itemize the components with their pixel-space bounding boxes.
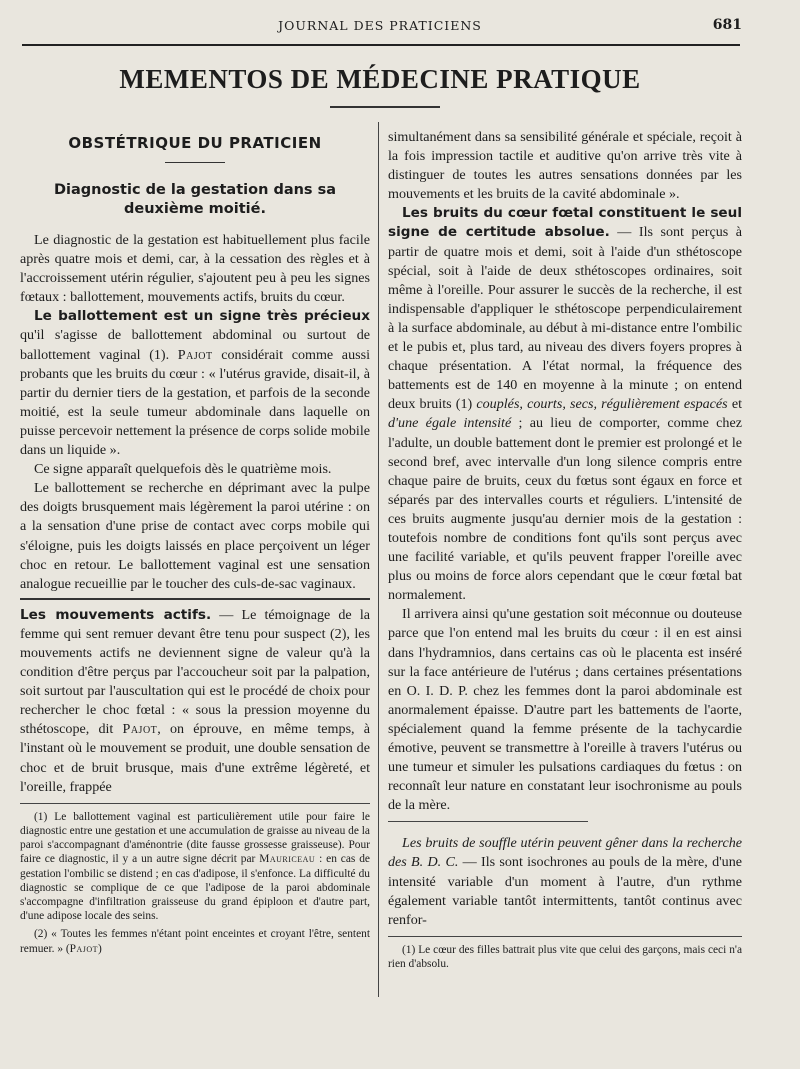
- page-title: MEMENTOS DE MÉDECINE PRATIQUE: [119, 64, 641, 94]
- text-part: qu'il s'agisse de ballottement abdominal ou surtout de ballottement vaginal (1).: [20, 327, 370, 363]
- section-rule: [165, 162, 225, 163]
- section-title: OBSTÉTRIQUE DU PRATICIEN: [68, 134, 322, 152]
- author-name: Pajot: [122, 721, 158, 738]
- text-part: : en cas de gestation l'ombilic se distend ; en cas d'adipose, il s'enfonce. La difficulté du diagnostic se complique de ce que l'adipose de la paroi abdominale s'accompagne d'infiltration graisseuse du grand épiploon et d'autre part, d'une adipose locale des seins.: [20, 853, 370, 923]
- paragraph-souffle-uterin: [388, 834, 742, 929]
- article-subtitle: Diagnostic de la gestation dans sa deuxième moitié.: [53, 182, 337, 217]
- text-part: (1) Le ballottement vaginal est particulièrement utile pour faire le diagnostic entre une gestation et une accumulation de graisse au niveau de la paroi s'accompagnant d'aménontrie (dite fausse grossesse graisseuse). Pour faire ce diagnostic, il y a un autre signe décrit par: [20, 810, 370, 866]
- footnote-right: (1) Le cœur des filles battrait plus vite que celui des garçons, mais ceci n'a rien d'absolu.: [388, 943, 742, 971]
- footnote-rule: [20, 803, 370, 804]
- text-part: — Le témoignage de la femme qui sent remuer devant être tenu pour suspect (2), les mouvements actifs ne deviennent signe de valeur qu'à la condition d'être perçus par l'accoucheur soit par la palpation, soit surtout par l'auscultation qui est le procédé de choix pour rechercher le choc fœtal : « sous la pression moyenne du sthétoscope, dit: [20, 606, 370, 738]
- paragraph-mouvements: [20, 606, 370, 797]
- header-rule: [22, 44, 740, 46]
- text-part: (2) « Toutes les femmes n'étant point enceintes et croyant l'être, sentent remuer. » (: [20, 928, 370, 955]
- left-column: [20, 128, 370, 956]
- paragraph-rule: [388, 821, 588, 822]
- title-rule: [330, 106, 440, 108]
- paragraph-intro: Le diagnostic de la gestation est habituellement plus facile après quatre mois et demi, car, à la cessation des règles et à l'accroissement utérin régulier, s'ajoutent peu à peu les signes fœtaux : ballottement, mouvements actifs, bruits du cœur.: [20, 232, 370, 306]
- text-part: et: [727, 396, 742, 413]
- footnote-rule: [388, 936, 742, 937]
- paragraph-continuation: simultanément dans sa sensibilité générale et spéciale, reçoit à la fois impression tactile et auditive qu'on arrive très vite à distinguer de toutes les autres sensations données par les mouvements et les bruits de la cavité abdominale ».: [388, 129, 742, 203]
- lead-bruits-coeur: Les bruits du cœur fœtal constituent le seul signe de certitude absolue.: [388, 205, 742, 241]
- running-head: JOURNAL DES PRATICIENS: [278, 18, 482, 33]
- paragraph-quatrieme-mois: Ce signe apparaît quelquefois dès le quatrième mois.: [34, 461, 332, 478]
- footnote-2: [20, 927, 370, 955]
- text-part: ; au lieu de comporter, comme chez l'adulte, un double battement dont le premier est prolongé et le second bref, avec intervalle d'un long silence compris entre chaque paire de bruits, ceux du fœtus sont égaux en force et séparés par des intervalles courts et réguliers. L'intensité de ces bruits augmente jusqu'au dernier mois de la gestation : toutefois nombre de conditions font qu'ils sont perçus avec une facilité variable, et qu'ils peuvent frapper l'oreille avec plus ou moins de force alors cependant que le cœur fœtal bat normalement.: [388, 415, 742, 604]
- paragraph-gestation-meconnue: Il arrivera ainsi qu'une gestation soit méconnue ou douteuse parce que l'on entend mal les bruits du cœur : il en est ainsi dans l'hydramnios, dans certains cas où le placenta est inséré sur la face antérieure de l'utérus ; dans certaines présentations en O. I. D. P. chez les femmes dont la paroi abdominale est anormalement épaisse. D'autre part les battements de l'aorte, spécialement quand la femme présente de la tachycardie émotive, peuvent se transmettre à l'oreille à travers l'utérus ou une tumeur et simuler les pulsations cardiaques du fœtus : on reconnaît leur nature en constatant leur isochronisme au pouls de la mère.: [388, 606, 742, 814]
- emphasis: Les bruits de souffle utérin peuvent gêner dans la recherche des B. D. C.: [388, 835, 742, 871]
- emphasis: couplés, courts, secs, régulièrement espacés: [476, 396, 728, 413]
- paragraph-ballottement: [20, 307, 370, 460]
- emphasis: d'une égale intensité: [388, 415, 512, 432]
- author-name: Mauriceau: [259, 853, 316, 866]
- text-part: , on éprouve, en même temps, à l'instant où le mouvement se produit, une double sensation de choc et de bruit brusque, mais d'une extrême légèreté, et l'oreille, frappée: [20, 721, 370, 795]
- text-part: ): [98, 942, 102, 955]
- text-part: — Ils sont perçus à partir de quatre mois et demi, soit à l'aide d'un sthétoscope spécial, soit à l'aide de deux sthétoscopes ordinaires, soit même à l'oreille. Pour assurer le succès de la recherche, il est indispensable d'appliquer le sthétoscope perpendiculairement à la surface abdominale, au début à mi-distance entre l'ombilic et le pubis et, plus tard, au niveau des divers foyers propres à chaque présentation. A l'état normal, la fréquence des battements est de 140 en moyenne à la minute ; on entend deux bruits (1): [388, 224, 742, 413]
- paragraph-bruits-coeur: [388, 204, 742, 605]
- text-part: considérait comme aussi probants que les bruits du cœur : « l'utérus gravide, disait-il, à partir du dernier tiers de la gestation, et parfois de la seconde moitié, est la seule tumeur abdominale dans laquelle on puisse percevoir nettement la présence de corps solide mobile dans un liquide ».: [20, 346, 370, 459]
- author-name: Pajot: [177, 346, 213, 363]
- column-divider: [378, 122, 379, 997]
- section-separator: [20, 598, 370, 600]
- paragraph-recherche: Le ballottement se recherche en déprimant avec la pulpe des doigts brusquement mais légèrement la paroi utérine : on a la sensation d'une prise de contact avec corps mobile qui s'éloigne, puis les doigts laissés en place perçoivent un léger choc en retour. Le ballottement vaginal est une sensation analogue recueillie par le toucher des culs-de-sac vaginaux.: [20, 480, 370, 592]
- lead-ballottement: Le ballottement est un signe très précieux: [34, 308, 370, 325]
- page-number: 681: [712, 17, 742, 33]
- text-part: — Ils sont isochrones au pouls de la mère, d'une intensité variable d'un moment à l'autre, d'un rythme également variable tantôt intermittents, tantôt continus avec renfor-: [388, 854, 742, 928]
- right-column: [388, 128, 742, 971]
- footnote-1: [20, 810, 370, 924]
- author-name: Pajot: [69, 942, 99, 955]
- lead-mouvements: Les mouvements actifs.: [20, 606, 212, 623]
